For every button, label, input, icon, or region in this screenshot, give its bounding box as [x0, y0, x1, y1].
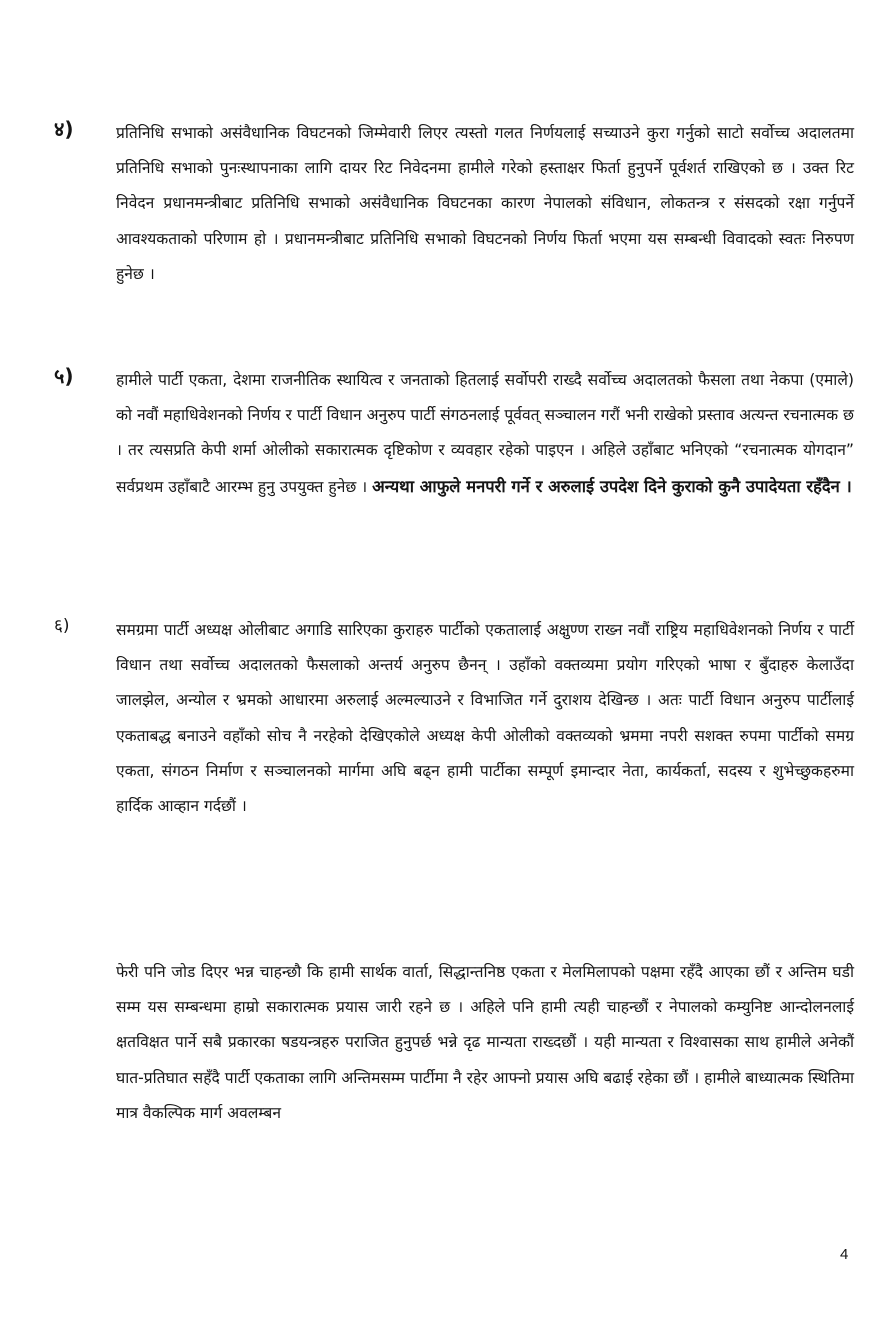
- item-number: ५): [54, 364, 74, 388]
- item-number: ४): [54, 117, 74, 141]
- item-text: प्रतिनिधि सभाको असंवैधानिक विघटनको जिम्मेवारी लिएर त्यस्तो गलत निर्णयलाई सच्याउने कुरा गर्नुको साटो सर्वोच्च अदालतमा प्रतिनिधि सभाको पुनःस्थापनाका लागि दायर रिट निवेदनमा हामीले गरेको हस्ताक्षर फिर्ता हुनुपर्ने पूर्वशर्त राखिएको छ । उक्त रिट निवेदन प्रधानमन्त्रीबाट प्रतिनिधि सभाको असंवैधानिक विघटनका कारण नेपालको संविधान, लोकतन्त्र र संसदको रक्षा गर्नुपर्ने आवश्यकताको परिणाम हो । प्रधानमन्त्रीबाट प्रतिनिधि सभाको विघटनको निर्णय फिर्ता भएमा यस सम्बन्धी विवादको स्वतः निरुपण हुनेछ ।: [116, 124, 854, 283]
- list-item-5: [54, 363, 854, 505]
- page-number: 4: [840, 1246, 849, 1263]
- item-number: ६): [54, 616, 70, 636]
- list-item-4: [54, 116, 854, 292]
- item-text: [116, 363, 854, 505]
- closing-paragraph: फेरी पनि जोड दिएर भन्न चाहन्छौ कि हामी सार्थक वार्ता, सिद्धान्तनिष्ठ एकता र मेलमिलापको पक्षमा रहँदै आएका छौं र अन्तिम घडी सम्म यस सम्बन्धमा हाम्रो सकारात्मक प्रयास जारी रहने छ । अहिले पनि हामी त्यही चाहन्छौं र नेपालको कम्युनिष्ट आन्दोलनलाई क्षतविक्षत पार्ने सबै प्रकारका षडयन्त्रहरु पराजित हुनुपर्छ भन्ने दृढ मान्यता राख्दछौं । यही मान्यता र विश्वासका साथ हामीले अनेकौं घात-प्रतिघात सहँदै पार्टी एकताका लागि अन्तिमसम्म पार्टीमा नै रहेर आफ्नो प्रयास अघि बढाई रहेका छौं । हामीले बाध्यात्मक स्थितिमा मात्र वैकल्पिक मार्ग अवलम्बन: [116, 963, 854, 1122]
- item-text: समग्रमा पार्टी अध्यक्ष ओलीबाट अगाडि सारिएका कुराहरु पार्टीको एकतालाई अक्षुण्ण राख्न नवौं राष्ट्रिय महाधिवेशनको निर्णय र पार्टी विधान तथा सर्वोच्च अदालतको फैसलाको अन्तर्य अनुरुप छैनन् । उहाँको वक्तव्यमा प्रयोग गरिएको भाषा र बुँदाहरु केलाउँदा जालझेल, अन्योल र भ्रमको आधारमा अरुलाई अल्मल्याउने र विभाजित गर्ने दुराशय देखिन्छ । अतः पार्टी विधान अनुरुप पार्टीलाई एकताबद्ध बनाउने वहाँको सोच नै नरहेको देखिएकोले अध्यक्ष केपी ओलीको वक्तव्यको भ्रममा नपरी सशक्त रुपमा पार्टीको समग्र एकता, संगठन निर्माण र सञ्चालनको मार्गमा अघि बढ्न हामी पार्टीका सम्पूर्ण इमान्दार नेता, कार्यकर्ता, सदस्य र शुभेच्छुकहरुमा हार्दिक आव्हान गर्दछौं ।: [116, 621, 854, 816]
- list-item-6: [54, 613, 854, 824]
- item-text-bold: अन्यथा आफुले मनपरी गर्ने र अरुलाई उपदेश दिने कुराको कुनै उपादेयता रहँदैन ।: [372, 476, 852, 496]
- item-text-regular: हामीले पार्टी एकता, देशमा राजनीतिक स्थायित्व र जनताको हितलाई सर्वोपरी राख्दै सर्वोच्च अदालतको फैसला तथा नेकपा (एमाले) को नवौं महाधिवेशनको निर्णय र पार्टी विधान अनुरुप पार्टी संगठनलाई पूर्ववत् सञ्चालन गरौं भनी राखेको प्रस्ताव अत्यन्त रचनात्मक छ । तर त्यसप्रति केपी शर्मा ओलीको सकारात्मक दृष्टिकोण र व्यवहार रहेको पाइएन । अहिले उहाँबाट भनिएको “रचनात्मक योगदान” सर्वप्रथम उहाँबाटै आरम्भ हुनु उपयुक्त हुनेछ ।: [116, 371, 854, 496]
